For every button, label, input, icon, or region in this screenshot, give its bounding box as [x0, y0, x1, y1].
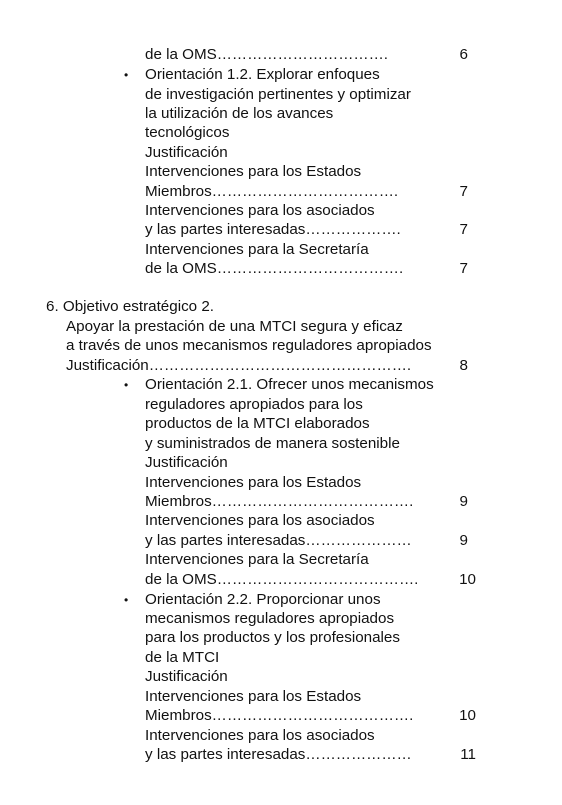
page-number: 10	[459, 571, 476, 588]
toc-line: Intervenciones para la Secretaría	[145, 551, 369, 568]
toc-line: mecanismos reguladores apropiados	[145, 610, 395, 627]
toc-line: de investigación pertinentes y optimizar	[145, 86, 411, 103]
toc-entry-orientation-1-2: Orientación 1.2. Explorar enfoques	[145, 66, 380, 83]
toc-line: Intervenciones para los Estados	[145, 163, 362, 180]
toc-line: Intervenciones para los Estados	[145, 474, 362, 491]
toc-entry-orientation-2-2: Orientación 2.2. Proporcionar unos	[145, 591, 381, 608]
toc-line: a través de unos mecanismos reguladores apropiados	[66, 337, 432, 354]
toc-line: Apoyar la prestación de una MTCI segura y eficaz	[66, 318, 403, 335]
toc-line: la utilización de los avances	[145, 105, 334, 122]
toc-line: Intervenciones para los asociados	[145, 727, 375, 744]
toc-line: Intervenciones para los asociados	[145, 512, 375, 529]
toc-line: para los productos y los profesionales	[145, 629, 400, 646]
toc-line: y las partes interesadas…………………	[145, 746, 412, 763]
bullet-icon: •	[124, 378, 129, 392]
toc-line: productos de la MTCI elaborados	[145, 415, 370, 432]
toc-line: de la OMS………………………………….	[145, 571, 419, 588]
toc-line: Justificación	[145, 144, 228, 161]
toc-line: reguladores apropiados para los	[145, 396, 363, 413]
page-number: 6	[459, 46, 468, 63]
toc-line: Miembros………………………………….	[145, 707, 414, 724]
page-number: 9	[459, 493, 468, 510]
toc-line: Miembros……………………………….	[145, 183, 399, 200]
toc-line: Intervenciones para los asociados	[145, 202, 375, 219]
toc-line: de la OMS…………………………….	[145, 46, 389, 63]
bullet-icon: •	[124, 593, 129, 607]
toc-line: Miembros………………………………….	[145, 493, 414, 510]
toc-line: y suministrados de manera sostenible	[145, 435, 400, 452]
page-number: 7	[459, 260, 468, 277]
page-number: 9	[459, 532, 468, 549]
toc-entry-objective-2: 6. Objetivo estratégico 2.	[46, 298, 214, 315]
page-number: 8	[459, 357, 468, 374]
toc-line: Intervenciones para los Estados	[145, 688, 362, 705]
toc-line: Intervenciones para la Secretaría	[145, 241, 369, 258]
page-number: 7	[459, 183, 468, 200]
toc-line: de la MTCI	[145, 649, 220, 666]
page-number: 7	[459, 221, 468, 238]
toc-entry-orientation-2-1: Orientación 2.1. Ofrecer unos mecanismos	[145, 376, 434, 393]
toc-line: tecnológicos	[145, 124, 230, 141]
toc-line: Justificación	[145, 454, 228, 471]
toc-line: de la OMS……………………………….	[145, 260, 404, 277]
toc-line: y las partes interesadas…………………	[145, 532, 412, 549]
toc-line: Justificación…………………………………………….	[66, 357, 412, 374]
page-number: 11	[460, 746, 476, 763]
bullet-icon: •	[124, 68, 129, 82]
toc-line: y las partes interesadas……………….	[145, 221, 401, 238]
page-number: 10	[459, 707, 476, 724]
toc-line: Justificación	[145, 668, 228, 685]
